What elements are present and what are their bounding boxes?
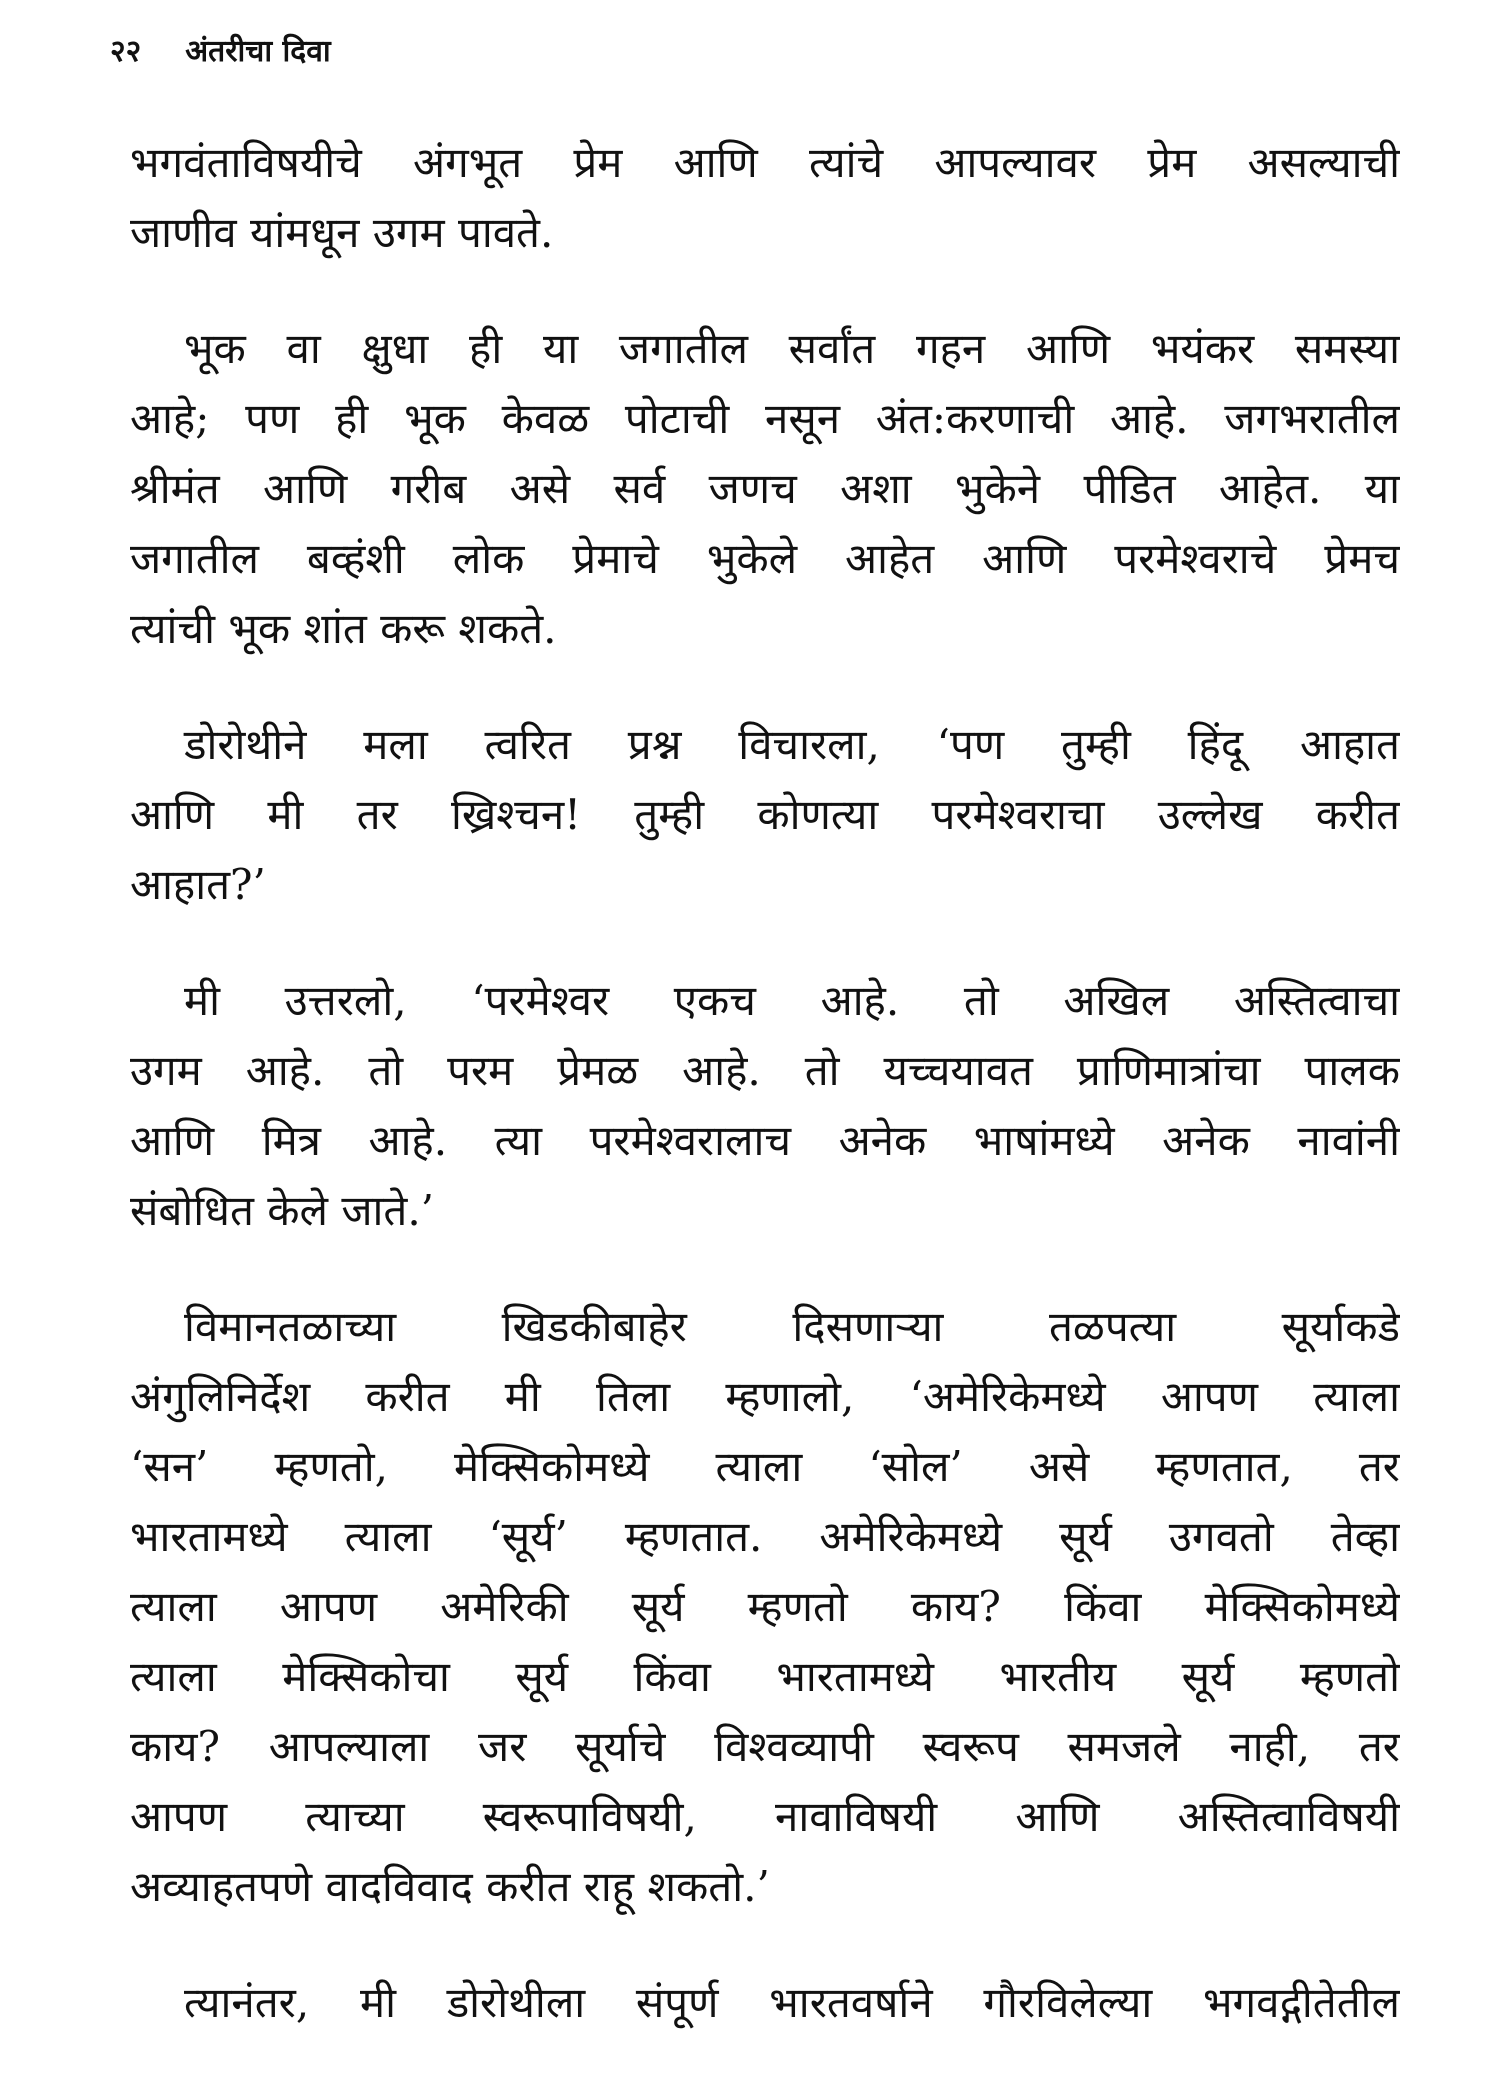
text-line: अव्याहतपणे वादविवाद करीत राहू शकतो.’ bbox=[130, 1862, 770, 1911]
text-line: त्याला आपण अमेरिकी सूर्य म्हणतो काय? किंवा मेक्सिकोमध्ये bbox=[130, 1582, 1400, 1631]
text-line: भारतामध्ये त्याला ‘सूर्य’ म्हणतात. अमेरिकेमध्ये सूर्य उगवतो तेव्हा bbox=[130, 1512, 1400, 1561]
text-line: मी उत्तरलो, ‘परमेश्वर एकच आहे. तो अखिल अस्तित्वाचा bbox=[184, 976, 1400, 1025]
text-line: उगम आहे. तो परम प्रेमळ आहे. तो यच्चयावत प्राणिमात्रांचा पालक bbox=[130, 1046, 1400, 1095]
text-line: संबोधित केले जाते.’ bbox=[130, 1186, 435, 1235]
text-line: श्रीमंत आणि गरीब असे सर्व जणच अशा भुकेने पीडित आहेत. या bbox=[130, 464, 1400, 513]
text-line: आणि मित्र आहे. त्या परमेश्वरालाच अनेक भाषांमध्ये अनेक नावांनी bbox=[130, 1116, 1400, 1165]
text-line: आहे; पण ही भूक केवळ पोटाची नसून अंत:करणाची आहे. जगभरातील bbox=[130, 394, 1400, 443]
paragraph bbox=[130, 1968, 1400, 2038]
paragraph bbox=[130, 710, 1400, 920]
text-line: त्यांची भूक शांत करू शकते. bbox=[130, 604, 557, 653]
book-title: अंतरीचा दिवा bbox=[185, 34, 331, 69]
text-line: भूक वा क्षुधा ही या जगातील सर्वांत गहन आणि भयंकर समस्या bbox=[184, 324, 1400, 373]
running-header bbox=[110, 30, 331, 74]
text-line: भगवंताविषयीचे अंगभूत प्रेम आणि त्यांचे आपल्यावर प्रेम असल्याची bbox=[130, 138, 1400, 187]
text-line: जगातील बव्हंशी लोक प्रेमाचे भुकेले आहेत आणि परमेश्वराचे प्रेमच bbox=[130, 534, 1400, 583]
text-line: त्याला मेक्सिकोचा सूर्य किंवा भारतामध्ये भारतीय सूर्य म्हणतो bbox=[130, 1652, 1400, 1701]
body-text bbox=[130, 128, 1400, 2084]
paragraph bbox=[130, 1292, 1400, 1922]
text-line: त्यानंतर, मी डोरोथीला संपूर्ण भारतवर्षाने गौरविलेल्या भगवद्गीतेतील bbox=[184, 1978, 1400, 2027]
text-line: आहात?’ bbox=[130, 860, 266, 909]
text-line: जाणीव यांमधून उगम पावते. bbox=[130, 208, 554, 257]
text-line: डोरोथीने मला त्वरित प्रश्न विचारला, ‘पण तुम्ही हिंदू आहात bbox=[184, 720, 1400, 769]
page-number: २२ bbox=[110, 34, 142, 69]
paragraph bbox=[130, 314, 1400, 664]
text-line: विमानतळाच्या खिडकीबाहेर दिसणाऱ्या तळपत्या सूर्याकडे bbox=[184, 1302, 1400, 1351]
text-line: काय? आपल्याला जर सूर्याचे विश्वव्यापी स्वरूप समजले नाही, तर bbox=[130, 1722, 1400, 1771]
text-line: अंगुलिनिर्देश करीत मी तिला म्हणालो, ‘अमेरिकेमध्ये आपण त्याला bbox=[130, 1372, 1400, 1421]
paragraph bbox=[130, 966, 1400, 1246]
text-line: ‘सन’ म्हणतो, मेक्सिकोमध्ये त्याला ‘सोल’ असे म्हणतात, तर bbox=[130, 1442, 1400, 1491]
text-line: आपण त्याच्या स्वरूपाविषयी, नावाविषयी आणि अस्तित्वाविषयी bbox=[130, 1792, 1400, 1841]
paragraph bbox=[130, 128, 1400, 268]
text-line: आणि मी तर ख्रिश्चन! तुम्ही कोणत्या परमेश्वराचा उल्लेख करीत bbox=[130, 790, 1400, 839]
